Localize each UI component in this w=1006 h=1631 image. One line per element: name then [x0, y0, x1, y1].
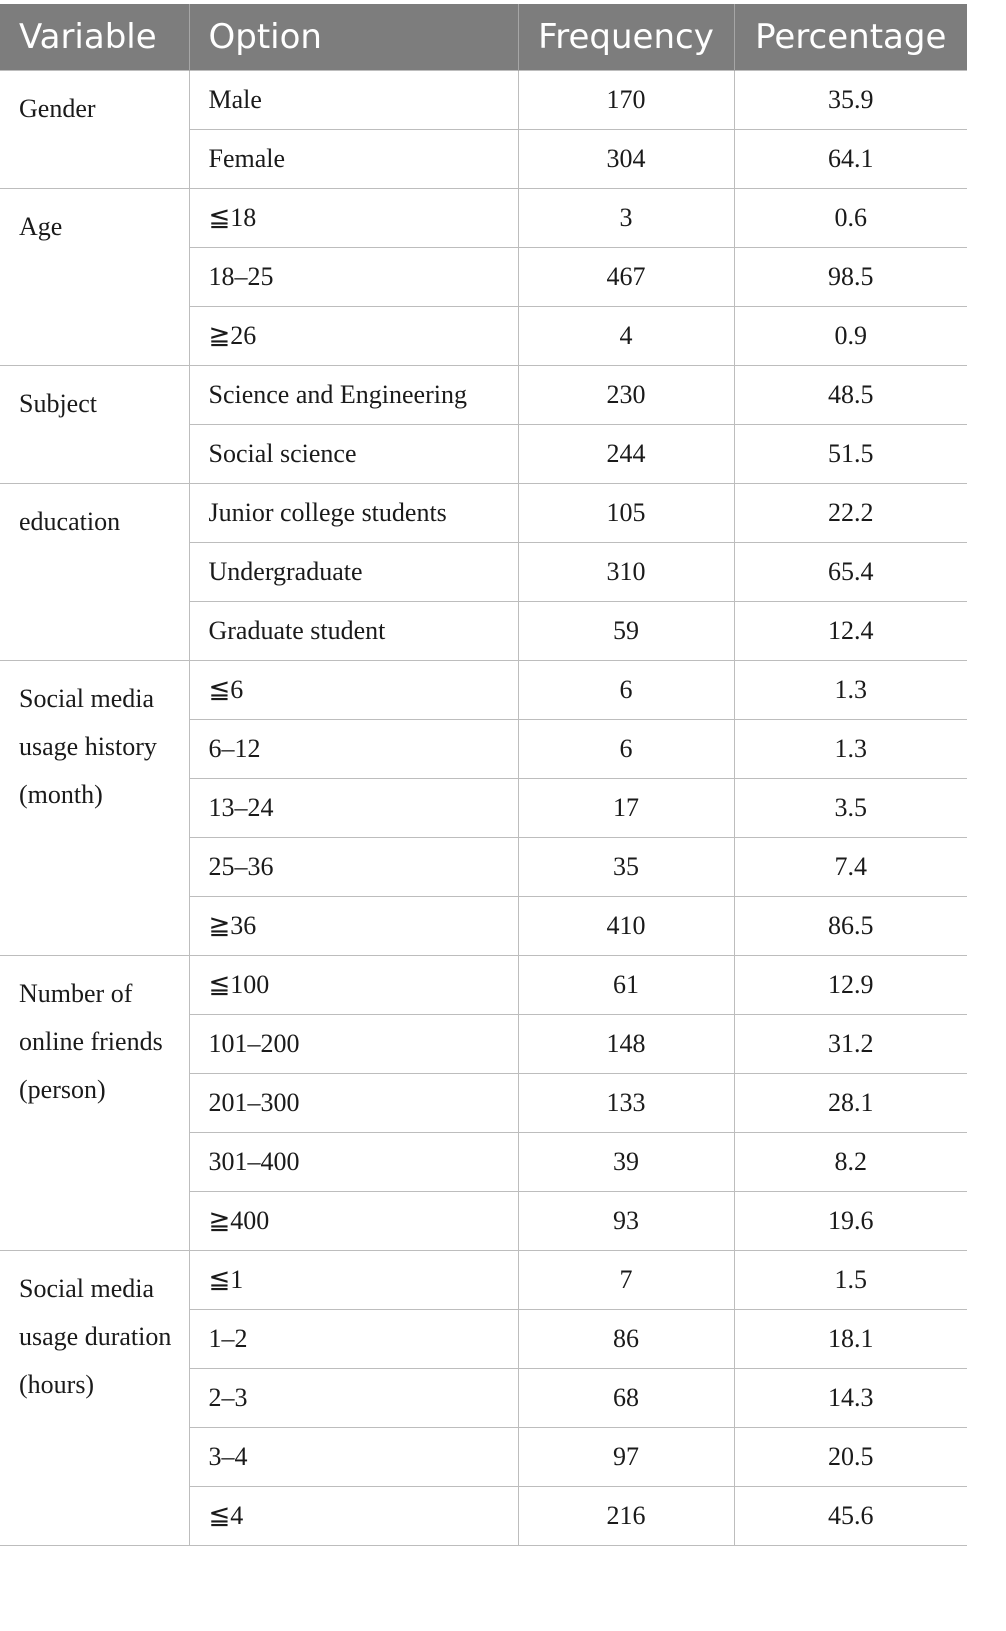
variable-cell: Number of online friends (person) [0, 955, 189, 1250]
option-cell: 101–200 [189, 1014, 518, 1073]
frequency-cell: 148 [518, 1014, 734, 1073]
option-cell: 201–300 [189, 1073, 518, 1132]
frequency-cell: 97 [518, 1427, 734, 1486]
percentage-cell: 98.5 [734, 247, 967, 306]
option-cell: 1–2 [189, 1309, 518, 1368]
frequency-cell: 216 [518, 1486, 734, 1545]
frequency-cell: 35 [518, 837, 734, 896]
option-cell: ≧26 [189, 306, 518, 365]
table-row [0, 70, 967, 129]
frequency-cell: 133 [518, 1073, 734, 1132]
option-cell: 18–25 [189, 247, 518, 306]
percentage-cell: 19.6 [734, 1191, 967, 1250]
header-percentage: Percentage [734, 4, 967, 70]
percentage-cell: 14.3 [734, 1368, 967, 1427]
table-row [0, 955, 967, 1014]
variable-cell: Social media usage history (month) [0, 660, 189, 955]
option-cell: ≦1 [189, 1250, 518, 1309]
option-cell: 25–36 [189, 837, 518, 896]
frequency-cell: 61 [518, 955, 734, 1014]
frequency-cell: 4 [518, 306, 734, 365]
header-option: Option [189, 4, 518, 70]
option-cell: ≧400 [189, 1191, 518, 1250]
variable-cell: Age [0, 188, 189, 365]
variable-cell: Subject [0, 365, 189, 483]
percentage-cell: 86.5 [734, 896, 967, 955]
option-cell: 301–400 [189, 1132, 518, 1191]
option-cell: Graduate student [189, 601, 518, 660]
table-body [0, 70, 967, 1545]
option-cell: Female [189, 129, 518, 188]
percentage-cell: 1.5 [734, 1250, 967, 1309]
option-cell: Male [189, 70, 518, 129]
percentage-cell: 0.9 [734, 306, 967, 365]
percentage-cell: 35.9 [734, 70, 967, 129]
table-row [0, 483, 967, 542]
percentage-cell: 20.5 [734, 1427, 967, 1486]
option-cell: ≦18 [189, 188, 518, 247]
percentage-cell: 12.4 [734, 601, 967, 660]
frequency-cell: 170 [518, 70, 734, 129]
frequency-cell: 68 [518, 1368, 734, 1427]
frequency-cell: 6 [518, 660, 734, 719]
percentage-cell: 3.5 [734, 778, 967, 837]
percentage-cell: 18.1 [734, 1309, 967, 1368]
percentage-cell: 12.9 [734, 955, 967, 1014]
option-cell: 6–12 [189, 719, 518, 778]
option-cell: ≦100 [189, 955, 518, 1014]
frequency-cell: 467 [518, 247, 734, 306]
table-row [0, 1250, 967, 1309]
option-cell: Social science [189, 424, 518, 483]
frequency-cell: 304 [518, 129, 734, 188]
table-row [0, 188, 967, 247]
option-cell: ≦6 [189, 660, 518, 719]
percentage-cell: 48.5 [734, 365, 967, 424]
percentage-cell: 28.1 [734, 1073, 967, 1132]
option-cell: Junior college students [189, 483, 518, 542]
frequency-cell: 105 [518, 483, 734, 542]
frequency-cell: 244 [518, 424, 734, 483]
percentage-cell: 8.2 [734, 1132, 967, 1191]
frequency-cell: 39 [518, 1132, 734, 1191]
variable-cell: education [0, 483, 189, 660]
frequency-cell: 230 [518, 365, 734, 424]
percentage-cell: 1.3 [734, 660, 967, 719]
percentage-cell: 22.2 [734, 483, 967, 542]
frequency-cell: 93 [518, 1191, 734, 1250]
variable-cell: Social media usage duration (hours) [0, 1250, 189, 1545]
frequency-cell: 3 [518, 188, 734, 247]
header-row [0, 4, 967, 70]
option-cell: 13–24 [189, 778, 518, 837]
table-row [0, 365, 967, 424]
header-frequency: Frequency [518, 4, 734, 70]
header-variable: Variable [0, 4, 189, 70]
frequency-cell: 17 [518, 778, 734, 837]
option-cell: 2–3 [189, 1368, 518, 1427]
percentage-cell: 65.4 [734, 542, 967, 601]
percentage-cell: 64.1 [734, 129, 967, 188]
variable-cell: Gender [0, 70, 189, 188]
frequency-cell: 86 [518, 1309, 734, 1368]
percentage-cell: 45.6 [734, 1486, 967, 1545]
frequency-cell: 7 [518, 1250, 734, 1309]
percentage-cell: 0.6 [734, 188, 967, 247]
frequency-cell: 59 [518, 601, 734, 660]
frequency-cell: 6 [518, 719, 734, 778]
option-cell: 3–4 [189, 1427, 518, 1486]
table-row [0, 660, 967, 719]
percentage-cell: 1.3 [734, 719, 967, 778]
option-cell: Science and Engineering [189, 365, 518, 424]
percentage-cell: 31.2 [734, 1014, 967, 1073]
option-cell: ≦4 [189, 1486, 518, 1545]
frequency-cell: 310 [518, 542, 734, 601]
frequency-cell: 410 [518, 896, 734, 955]
option-cell: Undergraduate [189, 542, 518, 601]
percentage-cell: 7.4 [734, 837, 967, 896]
demographics-table [0, 4, 967, 1546]
percentage-cell: 51.5 [734, 424, 967, 483]
option-cell: ≧36 [189, 896, 518, 955]
